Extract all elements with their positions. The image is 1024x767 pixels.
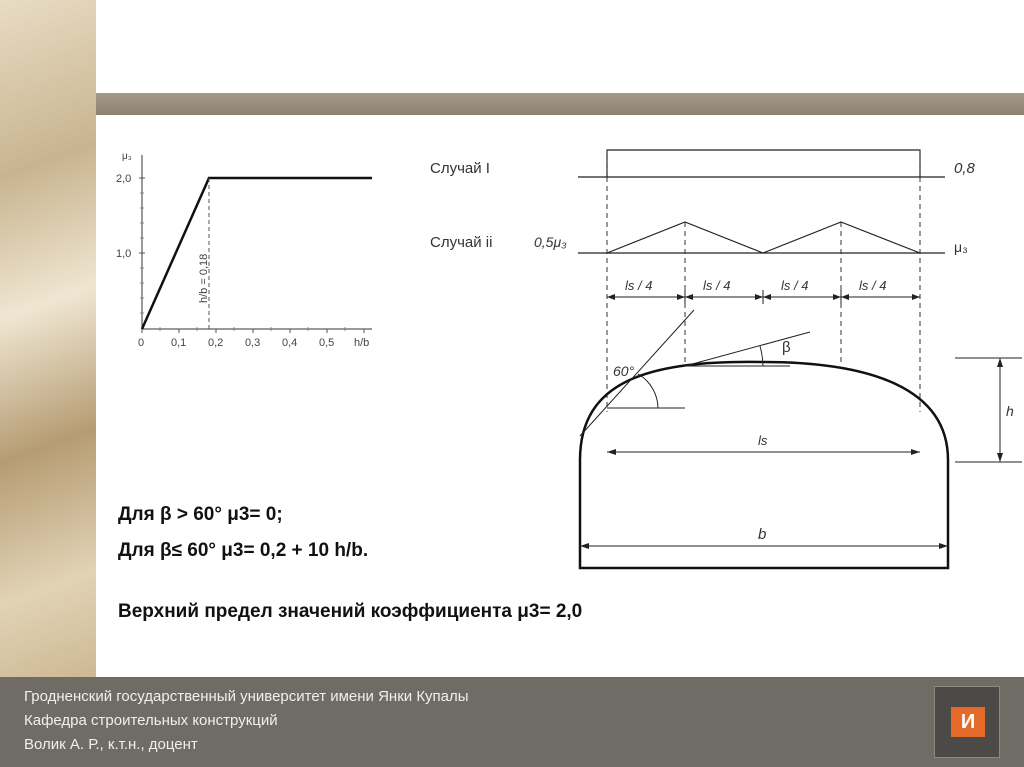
coefficient-graph xyxy=(110,145,390,360)
load-diagram xyxy=(410,140,1024,575)
ls-arrow-left xyxy=(607,449,616,455)
x-tick-04: 0,4 xyxy=(282,337,298,349)
formula-line-3: Верхний предел значений коэффициента μ3= 2,0 xyxy=(118,601,583,622)
angle-60-arc xyxy=(638,374,658,408)
h-arrow-bottom xyxy=(997,453,1003,462)
x-axis-ticks xyxy=(139,178,364,333)
x-tick-01: 0,1 xyxy=(171,337,187,349)
decorative-background-strip xyxy=(0,0,96,677)
b-arrow-left xyxy=(580,543,589,549)
segment-label-1: ls / 4 xyxy=(625,278,653,293)
case2-left-value: 0,5μ₃ xyxy=(534,234,567,250)
case2-right-value: μ₃ xyxy=(954,239,968,255)
footer xyxy=(0,677,1024,767)
b-label: b xyxy=(758,526,767,543)
y-tick-1: 1,0 xyxy=(116,248,132,260)
x-tick-05: 0,5 xyxy=(319,337,335,349)
h-arrow-top xyxy=(997,358,1003,367)
b-arrow-right xyxy=(939,543,948,549)
footer-university: Гродненский государственный университет имени Янки Купалы xyxy=(24,688,469,705)
case1-load-diagram xyxy=(607,150,920,177)
ls-arrow-right xyxy=(911,449,920,455)
graph-annotation: h/b = 0,18 xyxy=(198,253,210,303)
angle-beta-label: β xyxy=(782,339,791,356)
case1-label: Случай I xyxy=(430,160,490,177)
segment-label-2: ls / 4 xyxy=(703,278,731,293)
h-label: h xyxy=(1006,403,1014,419)
case1-value: 0,8 xyxy=(954,160,975,177)
tangent-60-line xyxy=(580,310,694,436)
university-logo xyxy=(934,686,1000,758)
coefficient-curve xyxy=(142,178,372,329)
x-tick-03: 0,3 xyxy=(245,337,261,349)
case2-load-diagram xyxy=(607,222,920,253)
segment-label-3: ls / 4 xyxy=(781,278,809,293)
case2-label: Случай ii xyxy=(430,234,493,251)
y-axis-label: μ₃ xyxy=(122,151,132,162)
ls-label: ls xyxy=(758,433,768,448)
footer-author: Волик А. Р., к.т.н., доцент xyxy=(24,736,198,753)
title-bar xyxy=(96,93,1024,115)
x-axis-label: h/b xyxy=(354,337,370,349)
segment-label-4: ls / 4 xyxy=(859,278,887,293)
x-tick-02: 0,2 xyxy=(208,337,224,349)
formula-line-1: Для β > 60° μ3= 0; xyxy=(118,504,283,525)
angle-60-label: 60° xyxy=(613,363,635,379)
formula-line-2: Для β≤ 60° μ3= 0,2 + 10 h/b. xyxy=(118,540,369,561)
footer-department: Кафедра строительных конструкций xyxy=(24,712,278,729)
logo-mark: И xyxy=(951,707,985,737)
x-tick-0: 0 xyxy=(138,337,145,349)
y-tick-2: 2,0 xyxy=(116,173,132,185)
